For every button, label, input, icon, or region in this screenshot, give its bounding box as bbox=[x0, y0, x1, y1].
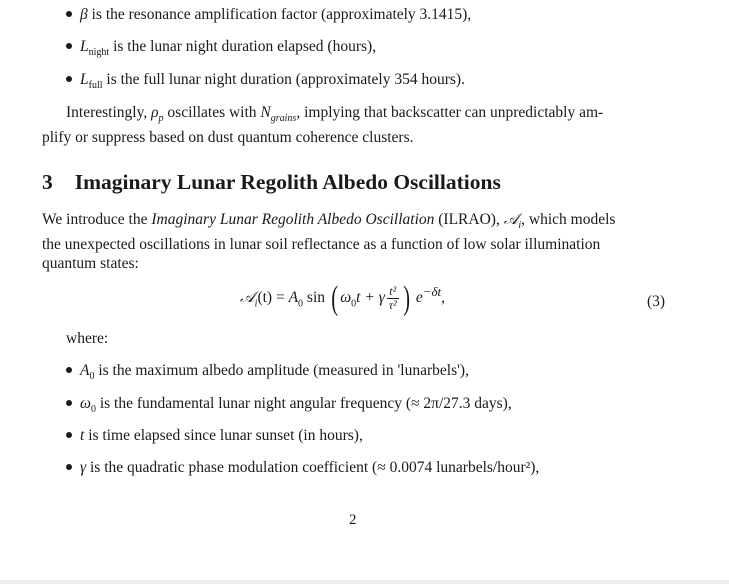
term-italic: Imaginary Lunar Regolith Albedo Oscillation bbox=[151, 211, 435, 228]
bullet-dot bbox=[66, 43, 72, 49]
where-label: where: bbox=[66, 330, 109, 347]
symbol-l: L bbox=[80, 71, 89, 88]
bullet-dot bbox=[66, 464, 72, 470]
paragraph-interestingly bbox=[42, 103, 666, 147]
eq-subscript: 0 bbox=[298, 298, 304, 310]
symbol-rho: ρ bbox=[151, 104, 159, 121]
eq-text: (t) = bbox=[257, 289, 289, 307]
equation-number: (3) bbox=[647, 293, 666, 310]
eq-subscript: i bbox=[254, 298, 258, 310]
symbol-a: 𝒜 bbox=[503, 211, 519, 228]
eq-fraction bbox=[387, 285, 399, 312]
symbol-t: t bbox=[80, 427, 85, 444]
page-bottom-edge bbox=[0, 580, 729, 584]
eq-symbol-a: 𝒜 bbox=[240, 289, 255, 307]
page-number: 2 bbox=[349, 512, 357, 528]
list-item-l-night bbox=[66, 38, 376, 62]
symbol-omega: ω bbox=[80, 395, 91, 412]
eq-subscript: 0 bbox=[351, 298, 357, 310]
list-item-text: is the lunar night duration elapsed (hours), bbox=[109, 38, 377, 55]
section-number: 3 bbox=[42, 170, 53, 194]
eq-text: , bbox=[441, 289, 445, 307]
list-item-text: is the full lunar night duration (approximately 354 hours). bbox=[102, 71, 465, 88]
symbol-subscript: i bbox=[518, 220, 522, 232]
list-item-gamma bbox=[66, 459, 539, 477]
paragraph-intro bbox=[42, 210, 666, 273]
paragraph-line: plify or suppress based on dust quantum coherence clusters. bbox=[42, 129, 414, 147]
list-item-text: is the maximum albedo amplitude (measured in 'lunarbels'), bbox=[94, 362, 469, 379]
symbol-subscript: night bbox=[88, 47, 110, 59]
bullet-dot bbox=[66, 76, 72, 82]
section-heading bbox=[42, 170, 501, 195]
bullet-dot bbox=[66, 400, 72, 406]
list-item-text: is the resonance amplification factor (approximately 3.1415), bbox=[87, 6, 472, 23]
eq-symbol-a0: A bbox=[288, 289, 299, 307]
list-item-l-full bbox=[66, 71, 465, 95]
eq-symbol-omega: ω bbox=[340, 289, 352, 307]
eq-frac-numerator: t² bbox=[387, 285, 399, 299]
text-run: oscillates with bbox=[163, 104, 261, 121]
text-run: We introduce the bbox=[42, 211, 152, 228]
symbol-subscript: full bbox=[88, 80, 103, 92]
symbol-n: N bbox=[260, 104, 271, 121]
text-run: , which models bbox=[521, 211, 616, 228]
list-item-t bbox=[66, 427, 363, 445]
text-run: Interestingly, bbox=[66, 104, 152, 121]
bullet-dot bbox=[66, 432, 72, 438]
list-item-beta bbox=[66, 6, 471, 24]
symbol-a: A bbox=[80, 362, 90, 379]
bullet-dot bbox=[66, 11, 72, 17]
symbol-subscript: 0 bbox=[90, 404, 96, 416]
paragraph-line: quantum states: bbox=[42, 255, 139, 273]
bullet-dot bbox=[66, 367, 72, 373]
list-item-a0 bbox=[66, 362, 469, 386]
eq-exp-base: e bbox=[415, 289, 423, 307]
eq-text: t + γ bbox=[356, 289, 385, 307]
symbol-subscript: p bbox=[158, 113, 164, 125]
symbol-subscript: grains bbox=[270, 113, 297, 125]
text-run: (ILRAO), bbox=[434, 211, 504, 228]
eq-sin: sin bbox=[303, 289, 329, 307]
eq-frac-denominator: τ² bbox=[388, 298, 397, 313]
eq-right-paren: ) bbox=[402, 279, 410, 317]
list-item-omega0 bbox=[66, 395, 512, 419]
symbol-gamma: γ bbox=[80, 459, 87, 476]
paragraph-line bbox=[42, 210, 666, 235]
equation-3 bbox=[240, 279, 445, 317]
paragraph-line bbox=[42, 103, 666, 128]
eq-exponent: −δt bbox=[422, 284, 442, 299]
list-item-text: is the fundamental lunar night angular frequency (≈ 2π/27.3 days), bbox=[95, 395, 512, 412]
section-title: Imaginary Lunar Regolith Albedo Oscillations bbox=[74, 170, 501, 194]
symbol-subscript: 0 bbox=[89, 371, 95, 383]
symbol-l: L bbox=[80, 38, 89, 55]
list-item-text: is time elapsed since lunar sunset (in hours), bbox=[84, 427, 363, 444]
eq-left-paren: ( bbox=[331, 279, 338, 317]
text-run: , implying that backscatter can unpredictably am- bbox=[296, 104, 604, 121]
symbol-beta: β bbox=[80, 6, 88, 23]
paragraph-line: the unexpected oscillations in lunar soil reflectance as a function of low solar illumination bbox=[42, 236, 601, 254]
list-item-text: is the quadratic phase modulation coefficient (≈ 0.0074 lunarbels/hour²), bbox=[86, 459, 540, 476]
